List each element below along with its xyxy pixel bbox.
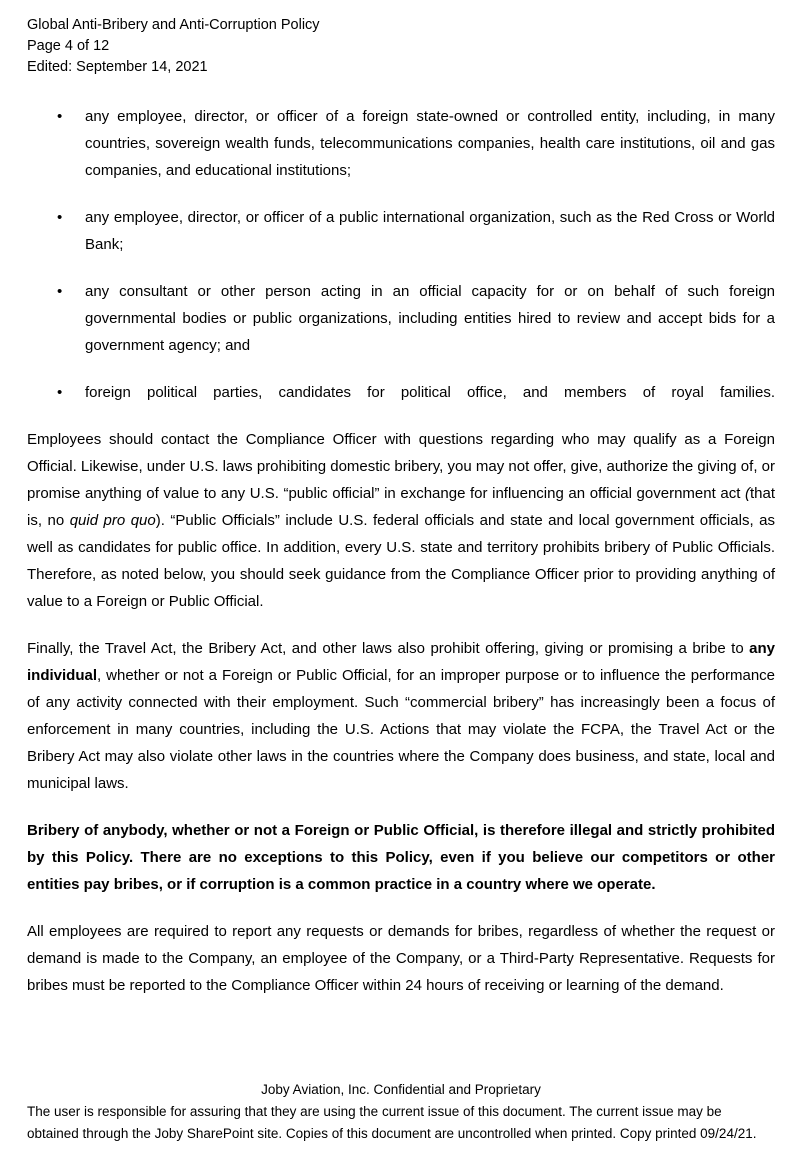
bullet-icon: • bbox=[57, 108, 63, 125]
bullet-text: foreign political parties, candidates for political office, and members of royal families. bbox=[85, 384, 775, 401]
bullet-list bbox=[27, 103, 775, 406]
bullet-item-political-parties bbox=[27, 379, 775, 406]
bullet-icon: • bbox=[57, 384, 63, 401]
bullet-icon: • bbox=[57, 283, 63, 300]
bullet-item-international-org bbox=[27, 204, 775, 258]
bullet-text: any employee, director, or officer of a public international organization, such as the Red Cross or World Bank; bbox=[85, 209, 775, 253]
confidentiality-line: Joby Aviation, Inc. Confidential and Proprietary bbox=[261, 1082, 541, 1097]
paragraph-travel-act: Finally, the Travel Act, the Bribery Act, and other laws also prohibit offering, giving or promising a bribe to any individual, whether or not a Foreign or Public Official, for an improper purpose or to influence the performance of any activity connected with their employment. Such “commercial bribery” has increasingly been a focus of enforcement in many countries, including the U.S. Actions that may violate the FCPA, the Travel Act or the Bribery Act may also violate other laws in the countries where the Company does business, and state, local and municipal laws. bbox=[27, 640, 775, 792]
paragraph-bribery-prohibited: Bribery of anybody, whether or not a Foreign or Public Official, is therefore illegal and strictly prohibited by this Policy. There are no exceptions to this Policy, even if you believe our competitors or other entities pay bribes, or if corruption is a common practice in a country where we operate. bbox=[27, 822, 775, 893]
bullet-text: any consultant or other person acting in an official capacity for or on behalf of such foreign governmental bodies or public organizations, including entities hired to review and accept bids for a government agency; and bbox=[85, 283, 775, 354]
paragraph-compliance-officer: Employees should contact the Compliance Officer with questions regarding who may qualify as a Foreign Official. Likewise, under U.S. laws prohibiting domestic bribery, you may not offer, give, authorize the giving of, or promise anything of value to any U.S. “public official” in exchange for influencing an official government act (that is, no quid pro quo). “Public Officials” include U.S. federal officials and state and local government officials, as well as candidates for public office. In addition, every U.S. state and territory prohibits bribery of Public Officials. Therefore, as noted below, you should seek guidance from the Compliance Officer prior to providing anything of value to a Foreign or Public Official. bbox=[27, 431, 775, 610]
page-number: Page 4 of 12 bbox=[27, 38, 110, 54]
document-header bbox=[27, 15, 775, 78]
bullet-item-foreign-entity bbox=[27, 103, 775, 184]
document-title: Global Anti-Bribery and Anti-Corruption Policy bbox=[27, 17, 320, 33]
bullet-item-consultant bbox=[27, 278, 775, 359]
footer-notice: The user is responsible for assuring that they are using the current issue of this document. The current issue may be obtained through the Joby SharePoint site. Copies of this document are uncontrolled when printed. Copy printed 09/24/21. bbox=[27, 1104, 757, 1141]
bullet-text: any employee, director, or officer of a foreign state-owned or controlled entity, including, in many countries, sovereign wealth funds, telecommunications companies, health care institutions, oil and gas companies, and educational institutions; bbox=[85, 108, 775, 179]
paragraph-reporting-requirement: All employees are required to report any requests or demands for bribes, regardless of whether the request or demand is made to the Company, an employee of the Company, or a Third-Party Representative. Requests for bribes must be reported to the Compliance Officer within 24 hours of receiving or learning of the demand. bbox=[27, 923, 775, 994]
document-footer bbox=[27, 1079, 775, 1145]
edited-date: Edited: September 14, 2021 bbox=[27, 59, 208, 75]
bullet-icon: • bbox=[57, 209, 63, 226]
